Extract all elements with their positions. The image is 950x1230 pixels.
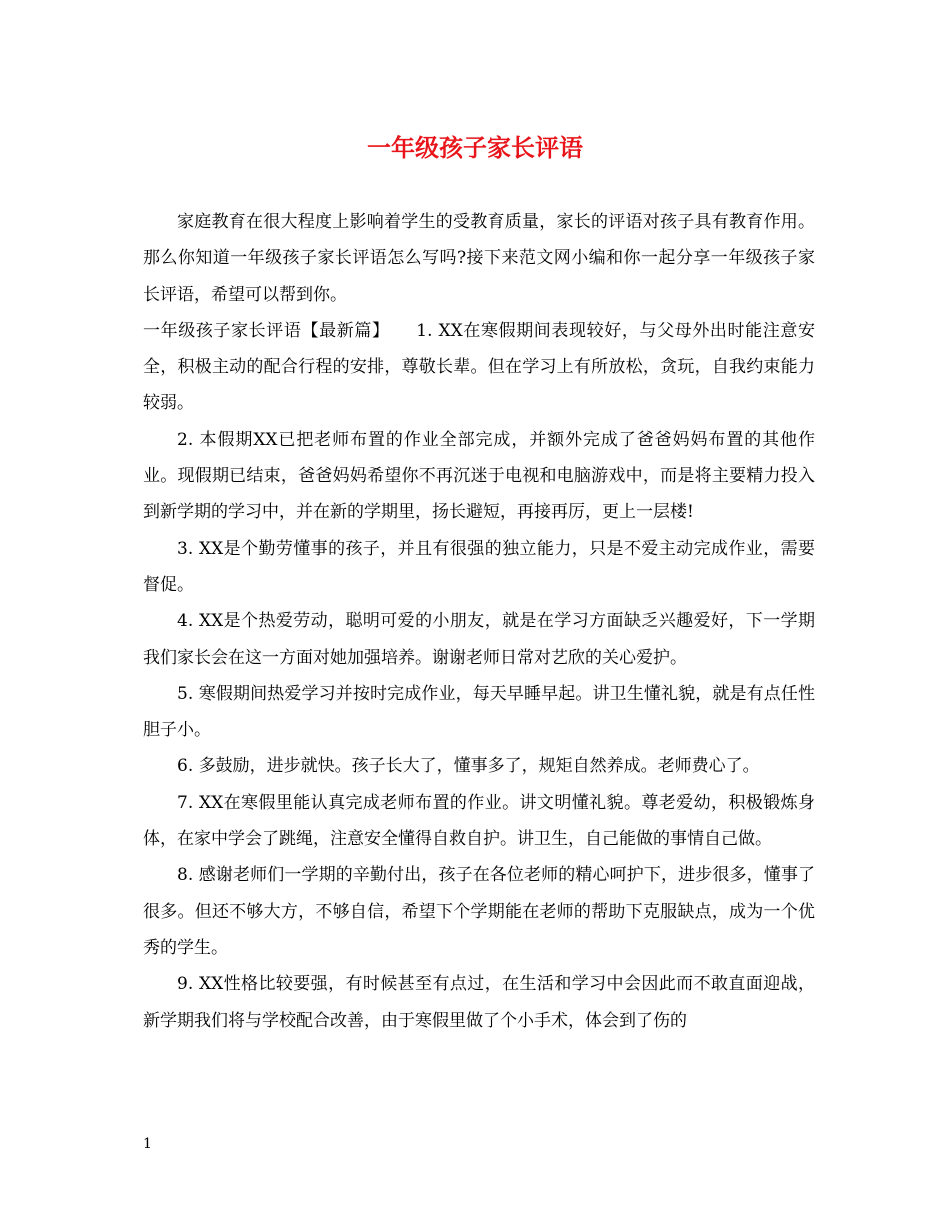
paragraph-item-1: 一年级孩子家长评语【最新篇】 1. XX在寒假期间表现较好，与父母外出时能注意安全，积极主动的配合行程的安排，尊敬长辈。但在学习上有所放松，贪玩，自我约束能力较弱。 — [143, 320, 815, 414]
paragraph-intro: 家庭教育在很大程度上影响着学生的受教育质量，家长的评语对孩子具有教育作用。那么你知道一年级孩子家长评语怎么写吗?接下来范文网小编和你一起分享一年级孩子家长评语，希望可以帮到你。 — [143, 212, 815, 305]
paragraph-item-3: 3. XX是个勤劳懂事的孩子，并且有很强的独立能力，只是不爱主动完成作业，需要督促。 — [143, 538, 815, 595]
paragraph-item-2: 2. 本假期XX已把老师布置的作业全部完成，并额外完成了爸爸妈妈布置的其他作业。现假期已结束，爸爸妈妈希望你不再沉迷于电视和电脑游戏中，而是将主要精力投入到新学期的学习中，并在新的学期里，扬长避短，再接再厉，更上一层楼! — [143, 429, 815, 523]
paragraph-item-7: 7. XX在寒假里能认真完成老师布置的作业。讲文明懂礼貌。尊老爱幼，积极锻炼身体，在家中学会了跳绳，注意安全懂得自救自护。讲卫生，自己能做的事情自己做。 — [143, 792, 815, 850]
page-number: 1 — [143, 1136, 152, 1152]
page-title: 一年级孩子家长评语 — [367, 134, 583, 162]
paragraph-item-4: 4. XX是个热爱劳动，聪明可爱的小朋友，就是在学习方面缺乏兴趣爱好，下一学期我们家长会在这一方面对她加强培养。谢谢老师日常对艺欣的关心爱护。 — [143, 611, 815, 668]
paragraph-item-6: 6. 多鼓励，进步就快。孩子长大了，懂事多了，规矩自然养成。老师费心了。 — [177, 756, 760, 777]
paragraph-item-5: 5. 寒假期间热爱学习并按时完成作业，每天早睡早起。讲卫生懂礼貌，就是有点任性胆子小。 — [143, 683, 815, 741]
paragraph-item-9: 9. XX性格比较要强，有时候甚至有点过，在生活和学习中会因此而不敢直面迎战，新学期我们将与学校配合改善，由于寒假里做了个小手术，体会到了伤的 — [143, 974, 815, 1031]
document-body — [143, 204, 815, 1039]
paragraph-item-8: 8. 感谢老师们一学期的辛勤付出，孩子在各位老师的精心呵护下，进步很多，懂事了很多。但还不够大方，不够自信，希望下个学期能在老师的帮助下克服缺点，成为一个优秀的学生。 — [143, 865, 815, 958]
